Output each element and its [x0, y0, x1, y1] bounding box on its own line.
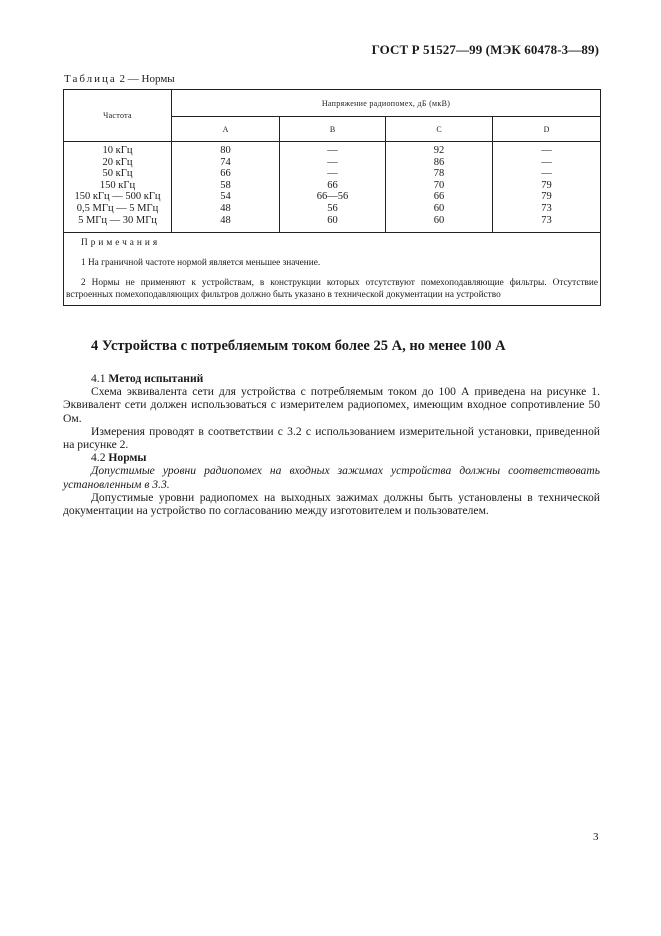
norms-table — [63, 89, 601, 306]
col-c-value: 66 — [433, 191, 445, 203]
col-a-cell — [172, 142, 280, 233]
col-c-value: 78 — [433, 168, 445, 180]
freq-value: 150 кГц — [99, 179, 136, 191]
col-d-cell — [493, 142, 601, 233]
paragraph-2: Измерения проводят в соответствии с 3.2 с использованием измерительной установки, приведенной на рисунке 2. — [63, 424, 600, 452]
col-c-value: 92 — [433, 145, 445, 156]
subsection-4-2-title: Нормы — [108, 451, 147, 465]
col-a-value: 80 — [220, 145, 231, 156]
col-d-value: — — [541, 156, 552, 168]
col-a-value: 48 — [220, 202, 231, 214]
col-c-value: 60 — [433, 202, 445, 214]
freq-value: 5 МГц — 30 МГц — [78, 214, 157, 226]
freq-value: 150 кГц — 500 кГц — [74, 191, 161, 203]
col-d-value: 73 — [541, 202, 552, 214]
col-d-value: — — [541, 145, 552, 156]
notes-title: Примечания — [81, 238, 161, 249]
freq-value: 10 кГц — [102, 145, 133, 156]
paragraph-4: Допустимые уровни радиопомех на выходных зажимах должны быть установлены в технической документации на устройство по согласованию между изготовителем и пользователем. — [63, 490, 600, 518]
col-b-value: — — [327, 156, 338, 168]
col-c-value: 86 — [433, 156, 445, 168]
col-a-value: 58 — [220, 179, 231, 191]
col-d-value: 73 — [541, 214, 552, 226]
col-d-value: 79 — [541, 191, 552, 203]
freq-cell — [64, 142, 172, 233]
freq-column-header: Частота — [64, 90, 172, 142]
column-header-a: A — [172, 117, 280, 142]
col-b-value: 56 — [327, 202, 338, 214]
voltage-group-header: Напряжение радиопомех, дБ (мкВ) — [172, 90, 601, 117]
paragraph-1: Схема эквивалента сети для устройства с потребляемым током до 100 А приведена на рисунке 1. Эквивалент сети должен использоваться с измерителем радиопомех, имеющим входное сопротивление 50 Ом. — [63, 385, 600, 425]
subsection-4-1-heading — [63, 372, 600, 385]
col-b-value: — — [327, 145, 338, 156]
col-b-value: — — [327, 168, 338, 180]
note-1: 1 На граничной частоте нормой является меньшее значение. — [81, 258, 321, 269]
page-number: 3 — [593, 831, 599, 843]
col-a-value: 66 — [220, 168, 231, 180]
subsection-4-1-title: Метод испытаний — [108, 372, 204, 385]
freq-value: 20 кГц — [102, 156, 133, 168]
col-a-value: 48 — [220, 214, 231, 226]
table-body-row — [64, 142, 601, 233]
table-caption — [64, 73, 175, 85]
section-4-title: 4 Устройства с потребляемым током более 25 А, но менее 100 А — [91, 338, 506, 354]
column-header-c: C — [386, 117, 493, 142]
col-a-value: 74 — [220, 156, 231, 168]
col-c-value: 60 — [433, 214, 445, 226]
column-header-b: B — [280, 117, 386, 142]
col-d-value: — — [541, 168, 552, 180]
section-4-body — [63, 372, 600, 517]
paragraph-3-italic: Допустимые уровни радиопомех на входных зажимах устройства должны соответствовать установленным в 3.3. — [63, 464, 600, 491]
subsection-4-2-heading — [63, 451, 600, 464]
col-a-value: 54 — [220, 191, 231, 203]
subsection-4-2-number: 4.2 — [91, 451, 106, 465]
col-c-value: 70 — [433, 179, 445, 191]
column-header-d: D — [493, 117, 601, 142]
col-d-value: 79 — [541, 179, 552, 191]
table-notes-row — [64, 233, 601, 306]
col-c-cell — [386, 142, 493, 233]
note-2: 2 Нормы не применяют к устройствам, в конструкции которых отсутствуют помехоподавляющие фильтры. Отсутствие встроенных помехоподавляющих фильтров должно быть указано в технической документации на устройство — [66, 278, 599, 301]
subsection-4-1-number: 4.1 — [91, 372, 106, 385]
col-b-value: 66—56 — [316, 191, 349, 203]
table-notes — [64, 233, 601, 306]
freq-value: 0,5 МГц — 5 МГц — [76, 202, 159, 214]
table-caption-prefix: Таблица — [64, 73, 117, 85]
freq-value: 50 кГц — [102, 168, 133, 180]
col-b-value: 60 — [327, 214, 338, 226]
col-b-cell — [280, 142, 386, 233]
document-header: ГОСТ Р 51527—99 (МЭК 60478-3—89) — [371, 42, 599, 57]
col-b-value: 66 — [327, 179, 338, 191]
table-caption-rest: 2 — Нормы — [116, 73, 175, 85]
paragraph-3 — [63, 464, 600, 490]
